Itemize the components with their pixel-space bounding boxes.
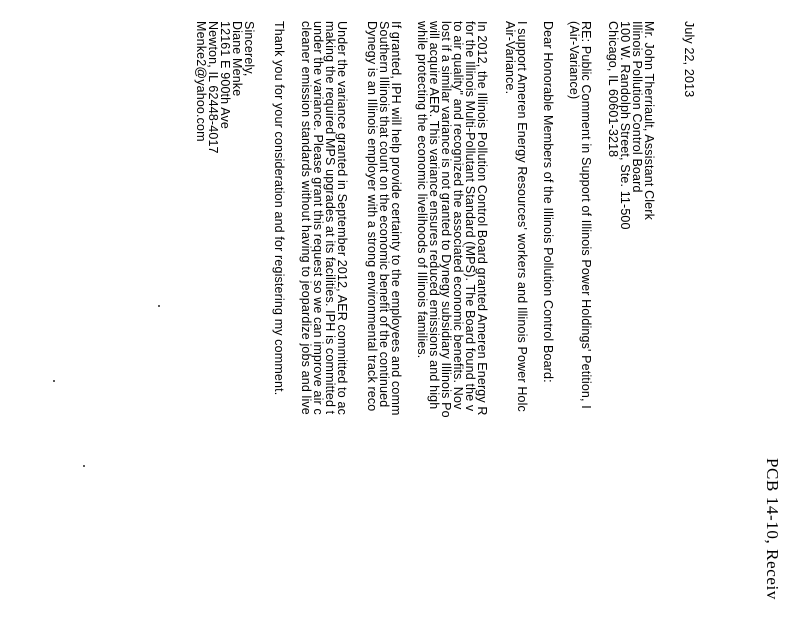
paragraph-line: I support Ameren Energy Resources' workers and Illinois Power Holc [515,21,529,412]
recipient-line: Illinois Pollution Control Board [630,21,644,193]
paragraph-line: If granted, IPH will help provide certainty to the employees and comm [389,21,403,416]
paragraph-line: Air-Variance. [503,21,517,95]
scan-speck [158,305,160,307]
re-line: (Air-Variance) [567,21,581,100]
paragraph-line: will acquire AER. This variance ensures reduced emissions and high [427,21,441,410]
salutation: Dear Honorable Members of the Illinois Pollution Control Board: [541,21,555,383]
paragraph-line: cleaner emission standards without having to jeopardize jobs and live [299,21,313,415]
paragraph-line: under the variance. Please grant this request so we can improve air c [311,21,325,415]
pcb-header-stamp: PCB 14-10, Receiv [763,458,782,600]
letter-date: July 22, 2013 [682,21,696,98]
recipient-line: Mr. John Therriault, Assistant Clerk [642,21,656,220]
paragraph-line: Southern Illinois that count on the economic benefit of the continued [377,21,391,408]
signature-city: Newton, IL 62448-4017 [206,21,220,154]
re-line: RE: Public Comment in Support of Illinois Power Holdings' Petition, I [579,21,593,409]
paragraph-line: to air quality" and recognized the associated economic benefits. Nov [451,21,465,410]
paragraph-line: making the required MPS upgrades at its facilities. IPH is committed t [323,21,337,415]
signature-name: Diane Menke [230,21,244,97]
closing: Sincerely, [242,21,256,77]
signature-email: Menke2@yahoo.com [194,21,208,142]
scan-speck [83,465,85,467]
paragraph-line: In 2012, the Illinois Pollution Control Board granted Ameren Energy R [475,21,489,416]
scan-speck [53,380,55,382]
paragraph-line: Under the variance granted in September 2012, AER committed to ac [335,21,349,415]
recipient-line: Chicago, IL 60601-3218 [606,21,620,158]
paragraph-line: for the Illinois Multi-Pollutant Standard (MPS). The Board found the v [463,21,477,412]
paragraph-line: while protecting the economic livelihoods of Illinois families. [415,21,429,359]
paragraph-line: Dynegy is an Illinois employer with a strong environmental track reco [365,21,379,412]
signature-address: 12161 E 900th Ave [218,21,232,129]
paragraph-line: lost if a similar variance is not granted to Dynegy subsidiary Illinois Po [439,21,453,418]
recipient-line: 100 W. Randolph Street, Ste. 11-500 [618,21,632,230]
thanks-line: Thank you for your consideration and for registering my comment. [272,21,286,396]
